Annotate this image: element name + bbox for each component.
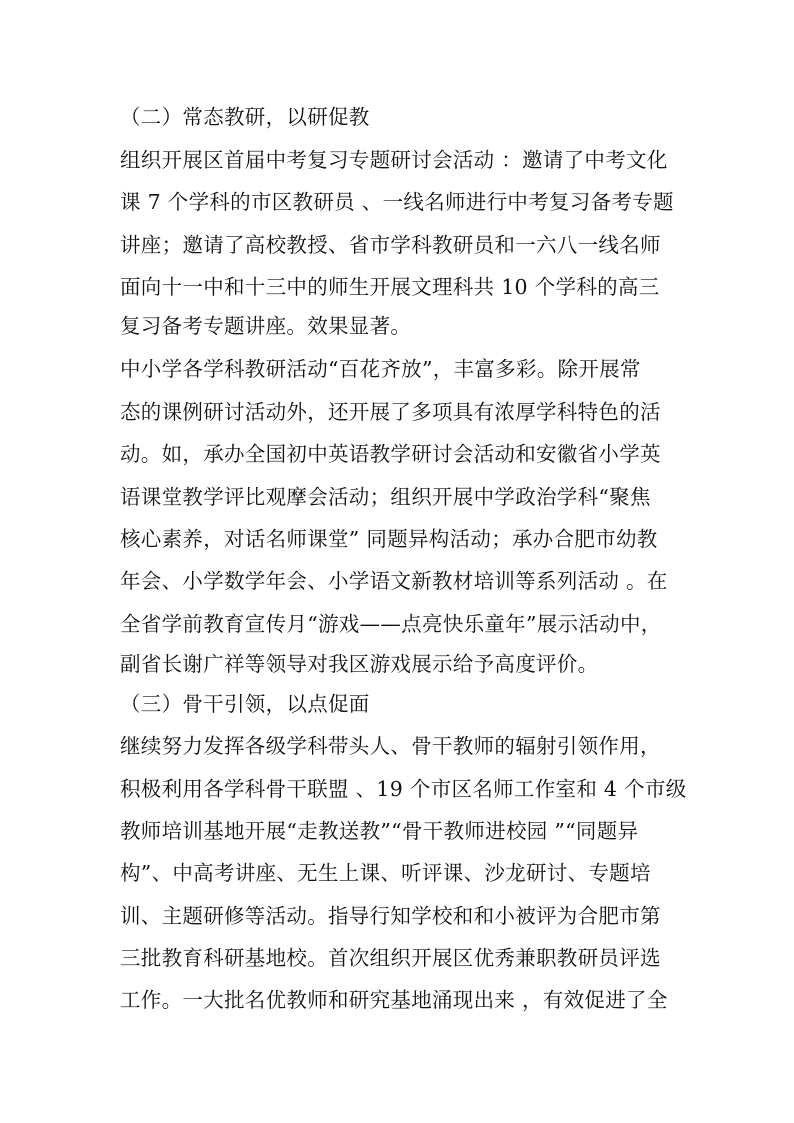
paragraph-line: 语课堂教学评比观摩会活动；组织开展中学政治学科“聚焦 (120, 485, 651, 509)
paragraph-line: 讲座；邀请了高校教授、省市学科教研员和一六八一线名师 (120, 233, 661, 257)
paragraph-line: 核心素养，对话名师课堂” 同题异构活动；承办合肥市幼教 (120, 527, 658, 551)
paragraph-line: 三批教育科研基地校。首次组织开展区优秀兼职教研员评选 (120, 946, 661, 970)
paragraph-line: 面向十一中和十三中的师生开展文理科共 10 个学科的高三 (120, 275, 660, 299)
section-heading-2: （二）常态教研，以研促教 (120, 105, 370, 129)
paragraph-line: 中小学各学科教研活动“百花齐放”，丰富多彩。除开展常 (120, 357, 641, 381)
paragraph-line: 态的课例研讨活动外，还开展了多项具有浓厚学科特色的活 (120, 400, 661, 424)
paragraph-line: 课 7 个学科的市区教研员 、一线名师进行中考复习备考专题 (120, 190, 674, 214)
paragraph-line: 积极利用各学科骨干联盟 、19 个市区名师工作室和 4 个市级 (120, 777, 687, 801)
paragraph-line: 构”、中高考讲座、无生上课、听评课、沙龙研讨、专题培 (120, 861, 651, 885)
paragraph-line: 年会、小学数学年会、小学语文新教材培训等系列活动 。在 (120, 569, 668, 593)
paragraph-line: 教师培训基地开展“走教送教”“骨干教师进校园 ”“同题异 (120, 819, 639, 843)
paragraph-line: 组织开展区首届中考复习专题研讨会活动 ：邀请了中考文化 (120, 148, 668, 172)
section-heading-3: （三）骨干引领，以点促面 (120, 692, 370, 716)
paragraph-line: 副省长谢广祥等领导对我区游戏展示给予高度评价。 (120, 652, 599, 676)
paragraph-line: 继续努力发挥各级学科带头人、骨干教师的辐射引领作用， (120, 734, 661, 758)
paragraph-line: 动。如，承办全国初中英语教学研讨会活动和安徽省小学英 (120, 442, 661, 466)
paragraph-line: 全省学前教育宣传月“游戏——点亮快乐童年”展示活动中， (120, 612, 662, 636)
paragraph-line: 工作。一大批名优教师和研究基地涌现出来 ，有效促进了全 (120, 988, 668, 1012)
paragraph-line: 训、主题研修等活动。指导行知学校和和小被评为合肥市第 (120, 904, 661, 928)
paragraph-line: 复习备考专题讲座。效果显著。 (120, 314, 412, 338)
